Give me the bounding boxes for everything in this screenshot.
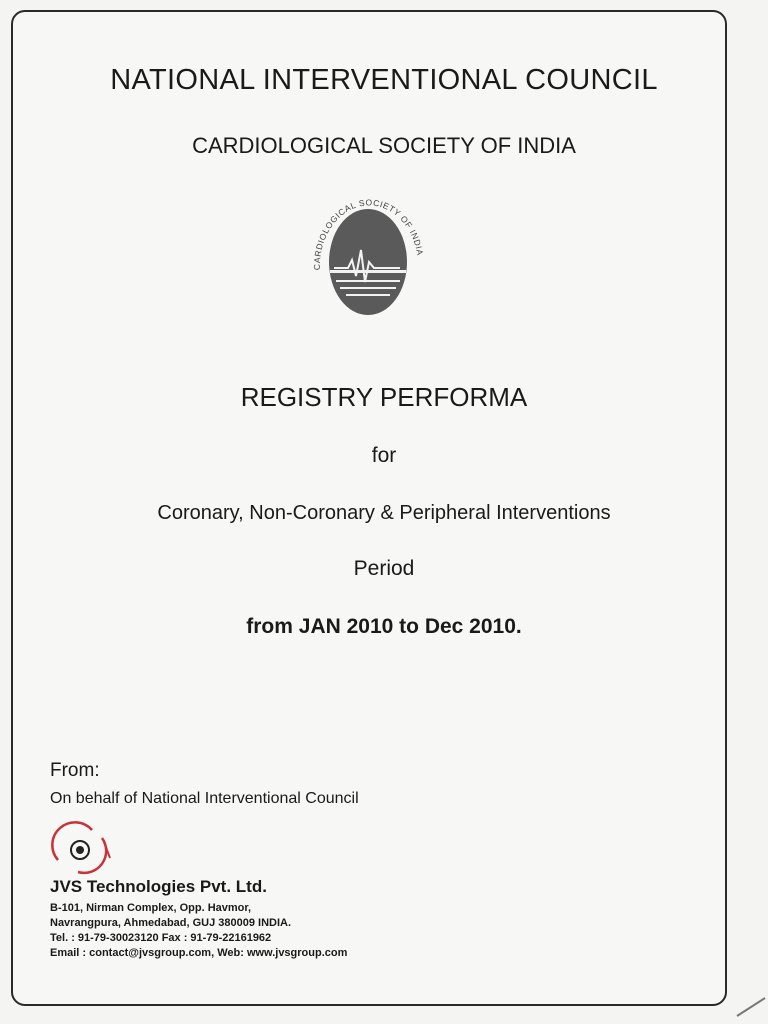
address-line-1: B-101, Nirman Complex, Opp. Havmor, [50, 902, 252, 914]
council-heading: NATIONAL INTERVENTIONAL COUNCIL [110, 64, 658, 96]
company-address [50, 901, 347, 961]
document-title: REGISTRY PERFORMA [240, 382, 528, 412]
company-name: JVS Technologies Pvt. Ltd. [50, 877, 267, 896]
csi-emblem-icon [300, 190, 430, 320]
pen-mark-icon [735, 990, 768, 1020]
phone-fax-line: Tel. : 91-79-30023120 Fax : 91-79-22161962 [50, 932, 272, 944]
email-web-line: Email : contact@jvsgroup.com, Web: www.jvsgroup.com [50, 947, 348, 959]
jvs-logo-icon [48, 820, 114, 876]
from-label: From: [50, 760, 100, 781]
period-label: Period [353, 557, 415, 580]
period-range: from JAN 2010 to Dec 2010. [246, 615, 522, 638]
address-line-2: Navrangpura, Ahmedabad, GUJ 380009 INDIA. [50, 917, 292, 929]
for-label: for [371, 444, 397, 467]
scope-text: Coronary, Non-Coronary & Peripheral Interventions [157, 502, 611, 524]
society-heading: CARDIOLOGICAL SOCIETY OF INDIA [192, 133, 576, 158]
on-behalf-text: On behalf of National Interventional Council [50, 790, 359, 807]
svg-text:CARDIOLOGICAL SOCIETY OF INDIA: CARDIOLOGICAL SOCIETY OF INDIA [311, 197, 426, 271]
